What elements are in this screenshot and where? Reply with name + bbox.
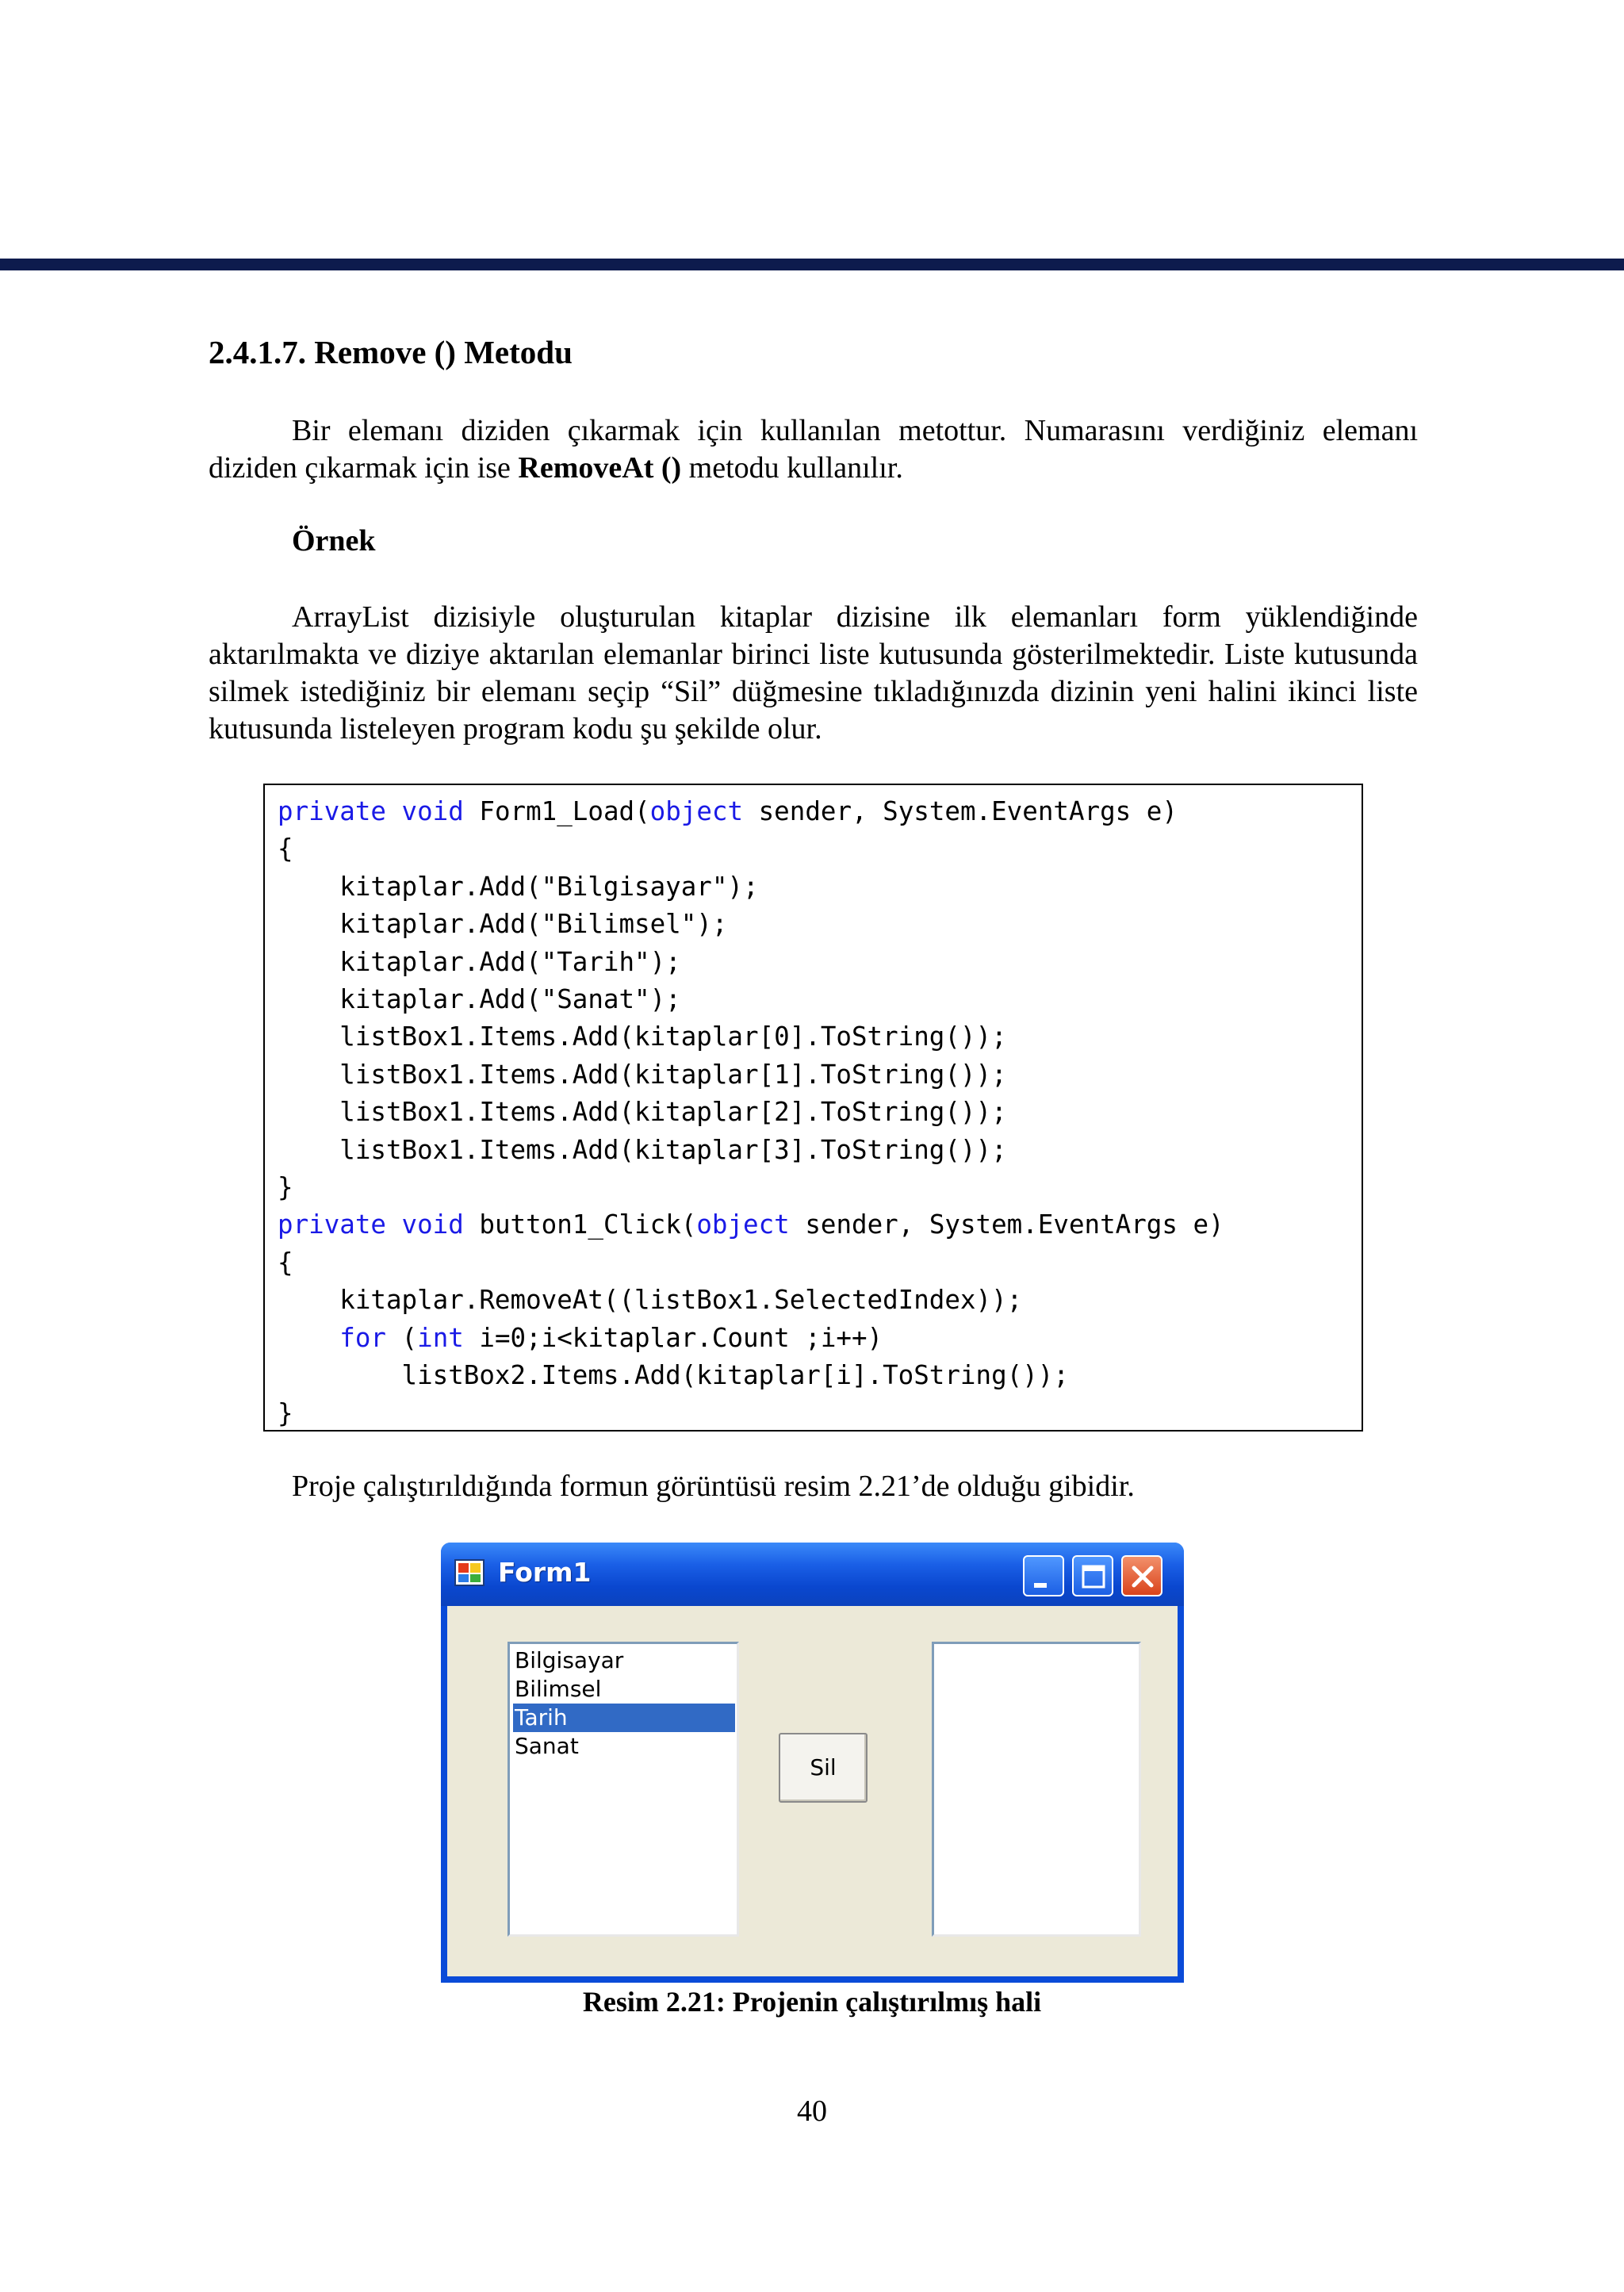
minimize-button[interactable] xyxy=(1023,1555,1064,1596)
code-line-11: } xyxy=(278,1172,293,1203)
figure-caption: Resim 2.21: Projenin çalıştırılmış hali xyxy=(582,1986,1042,2018)
paragraph-text-end: metodu kullanılır. xyxy=(681,451,903,485)
listbox1[interactable] xyxy=(508,1642,739,1937)
code-listing xyxy=(263,784,1363,1432)
paragraph-text: Bir elemanı diziden çıkarmak için kullanılan metottur. Numarasını verdiğiniz elemanı diziden çıkarmak için ise xyxy=(209,414,1418,485)
code-line-4: kitaplar.Add("Bilimsel"); xyxy=(278,909,728,940)
code-line-13: { xyxy=(278,1247,293,1278)
list-item[interactable]: Sanat xyxy=(515,1733,579,1759)
code-line-1: private void Form1_Load(object sender, System.EventArgs e) xyxy=(278,796,1178,826)
window-client-area xyxy=(447,1606,1178,1976)
code-line-15: for (int i=0;i<kitaplar.Count ;i++) xyxy=(339,1322,883,1353)
run-description: Proje çalıştırıldığında formun görüntüsü resim 2.21’de olduğu gibidir. xyxy=(292,1470,1135,1503)
code-line-6: kitaplar.Add("Sanat"); xyxy=(278,984,681,1015)
minimize-icon xyxy=(1025,1557,1066,1598)
application-icon xyxy=(454,1557,485,1589)
close-button[interactable] xyxy=(1121,1555,1162,1596)
header-rule xyxy=(0,259,1624,270)
maximize-button[interactable] xyxy=(1072,1555,1113,1596)
page-number: 40 xyxy=(797,2095,827,2128)
code-line-10: listBox1.Items.Add(kitaplar[3].ToString()); xyxy=(278,1134,1007,1165)
code-line-14: kitaplar.RemoveAt((listBox1.SelectedIndex)); xyxy=(278,1285,1023,1316)
code-line-16: listBox2.Items.Add(kitaplar[i].ToString()); xyxy=(278,1360,1069,1391)
paragraph-remove-description xyxy=(209,412,1418,487)
paragraph-example-text: ArrayList dizisiyle oluşturulan kitaplar dizisine ilk elemanları form yüklendiğinde aktarılmakta ve diziye aktarılan elemanlar birinci liste kutusunda gösterilmektedir. Liste kutusunda silmek istediğiniz bir elemanı seçip “Sil” düğmesine tıkladığınızda dizinin yeni halini ikinci liste kutusunda listeleyen program kodu şu şekilde olur. xyxy=(209,600,1418,745)
removeat-bold: RemoveAt () xyxy=(518,451,682,485)
close-icon xyxy=(1123,1557,1164,1598)
code-line-8: listBox1.Items.Add(kitaplar[1].ToString()); xyxy=(278,1059,1007,1090)
sil-button[interactable]: Sil xyxy=(779,1733,868,1803)
form1-window xyxy=(441,1543,1184,1983)
listbox2[interactable] xyxy=(932,1642,1141,1937)
code-line-3: kitaplar.Add("Bilgisayar"); xyxy=(278,871,759,902)
window-titlebar[interactable] xyxy=(441,1543,1184,1606)
code-line-9: listBox1.Items.Add(kitaplar[2].ToString()); xyxy=(278,1097,1007,1128)
code-line-17: } xyxy=(278,1397,293,1428)
window-title: Form1 xyxy=(498,1557,592,1588)
list-item[interactable]: Bilgisayar xyxy=(515,1647,624,1673)
code-line-5: kitaplar.Add("Tarih"); xyxy=(278,946,681,977)
paragraph-example-description xyxy=(209,599,1418,748)
code-line-7: listBox1.Items.Add(kitaplar[0].ToString()); xyxy=(278,1021,1007,1052)
list-item-selected[interactable]: Tarih xyxy=(513,1704,735,1732)
example-heading: Örnek xyxy=(292,524,376,558)
list-item[interactable]: Bilimsel xyxy=(515,1676,602,1702)
code-line-12: private void button1_Click(object sender, System.EventArgs e) xyxy=(278,1209,1224,1240)
maximize-icon xyxy=(1074,1557,1115,1598)
section-heading: 2.4.1.7. Remove () Metodu xyxy=(209,334,573,370)
code-line-2: { xyxy=(278,834,293,864)
